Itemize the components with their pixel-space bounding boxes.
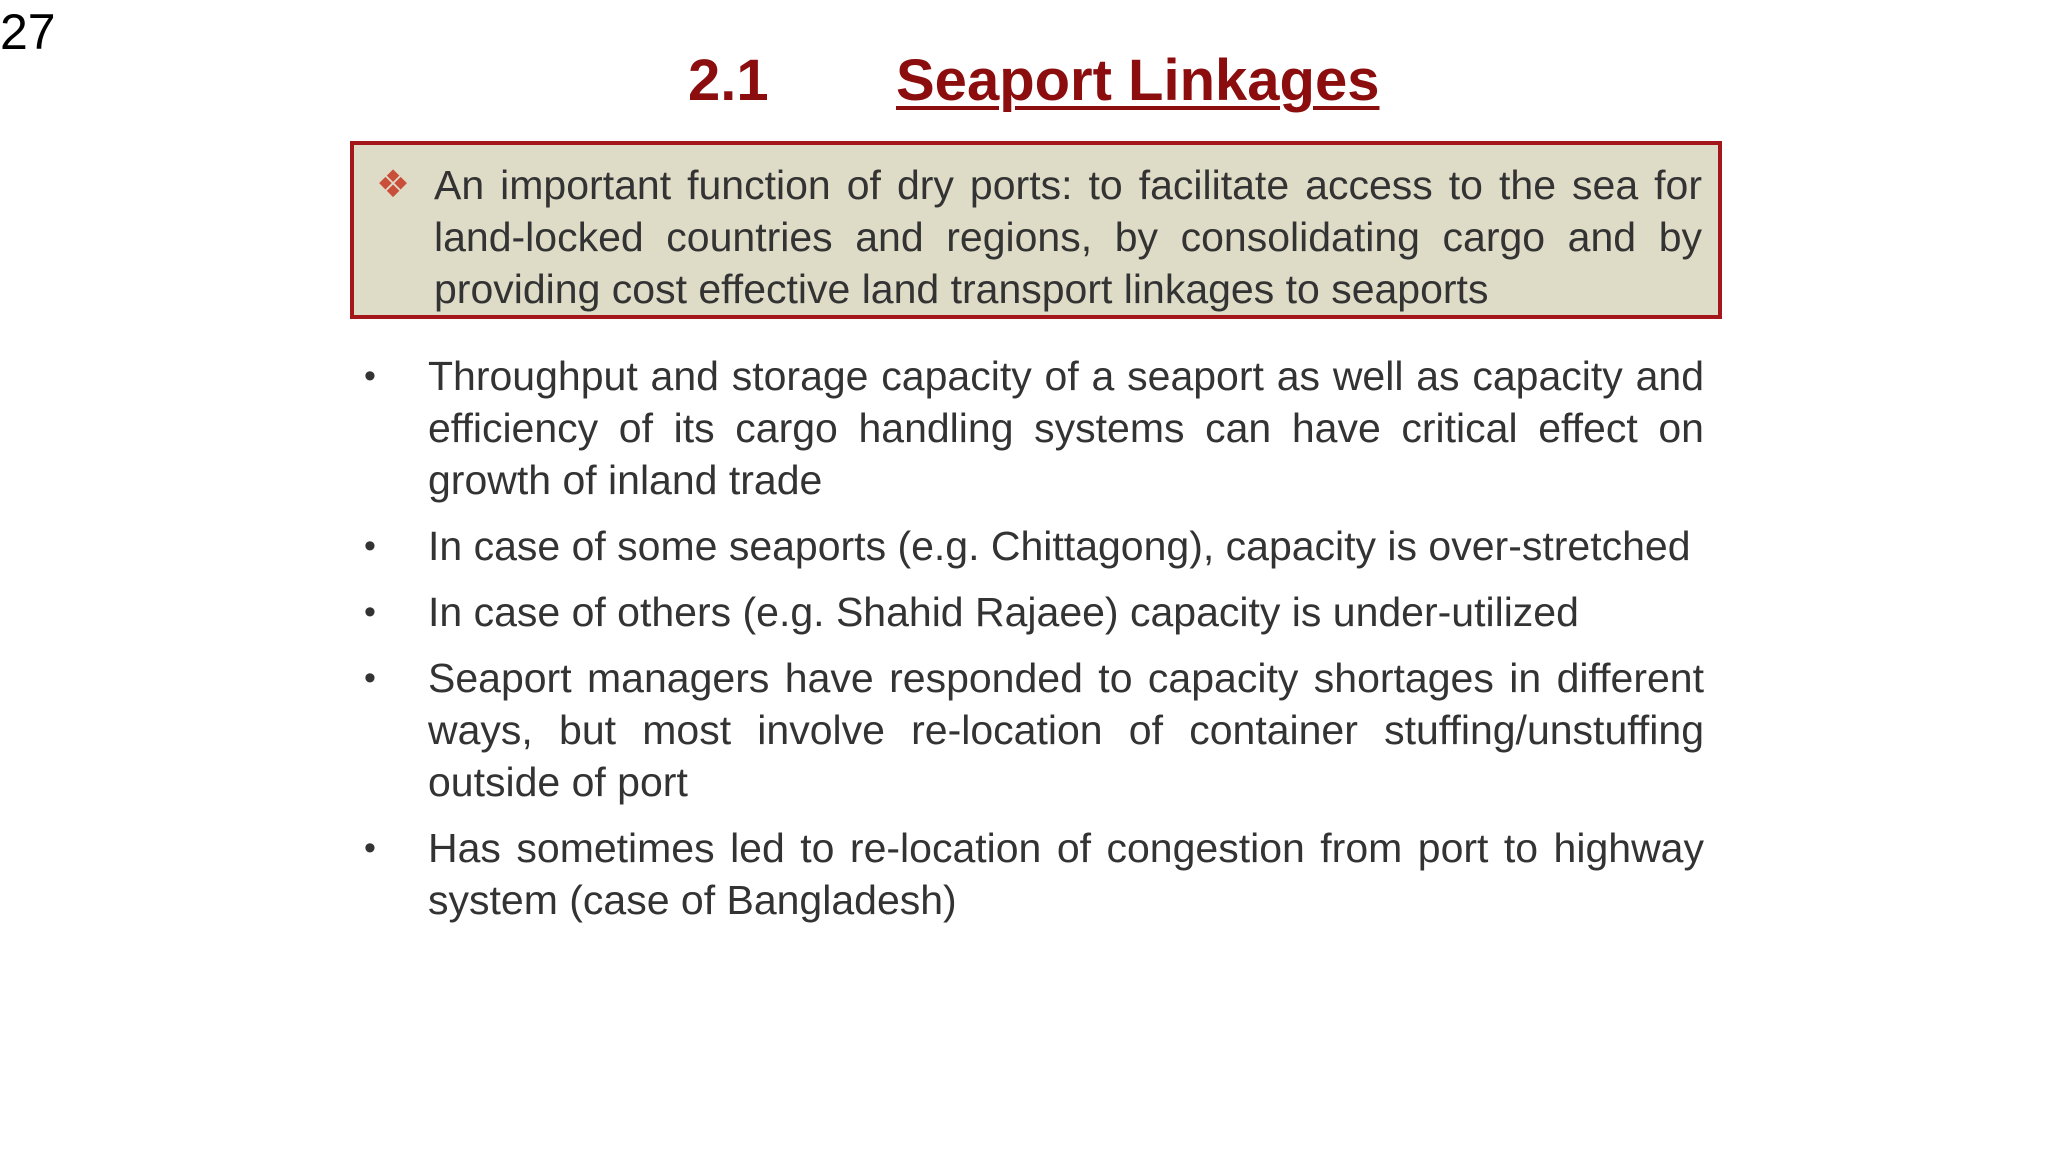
highlight-callout [350,141,1722,319]
bullet-item [364,822,1704,926]
section-number: 2.1 [688,48,769,113]
bullet-text: Has sometimes led to re-location of congestion from port to highway system (case of Bangladesh) [428,825,1704,923]
highlight-text: An important function of dry ports: to facilitate access to the sea for land-locked countries and regions, by consolidating cargo and by providing cost effective land transport linkages to seaports [434,162,1702,312]
slide-number: 27 [0,4,56,60]
bullet-item [364,652,1704,808]
bullet-text: Seaport managers have responded to capacity shortages in different ways, but most involve re-location of container stuffing/unstuffing outside of port [428,655,1704,805]
bullet-text: In case of some seaports (e.g. Chittagong), capacity is over-stretched [428,523,1691,569]
bullet-icon: • [364,527,376,565]
bullet-list [364,350,1704,940]
bullet-item [364,520,1704,572]
bullet-text: Throughput and storage capacity of a seaport as well as capacity and efficiency of its cargo handling systems can have critical effect on growth of inland trade [428,353,1704,503]
bullet-text: In case of others (e.g. Shahid Rajaee) capacity is under-utilized [428,589,1579,635]
slide-title [0,46,2048,116]
bullet-item [364,586,1704,638]
bullet-icon: • [364,829,376,867]
bullet-icon: • [364,357,376,395]
bullet-icon: • [364,659,376,697]
bullet-icon: • [364,593,376,631]
section-title: Seaport Linkages [896,48,1380,113]
bullet-item [364,350,1704,506]
diamond-cluster-icon: ❖ [376,164,411,206]
